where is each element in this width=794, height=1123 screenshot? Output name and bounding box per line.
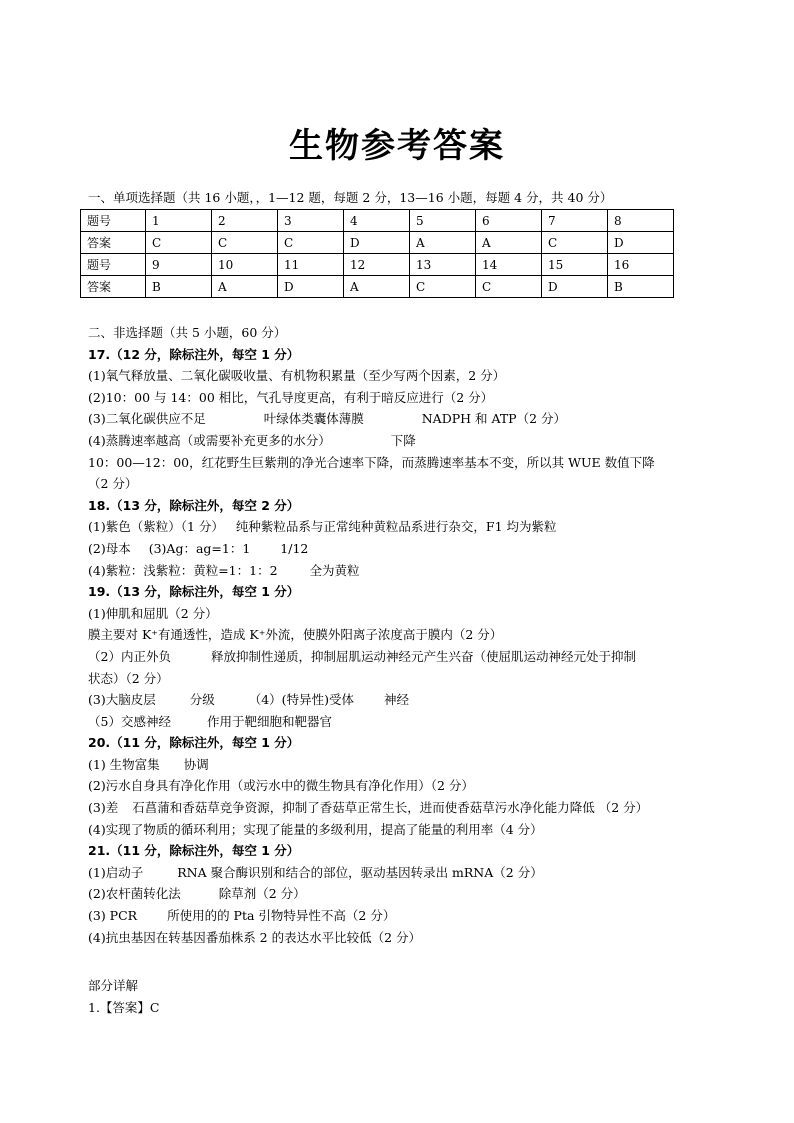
answer-table-cell: 6 <box>476 210 542 232</box>
q19-line1: (1)伸肌和屈肌（2 分） <box>88 605 218 621</box>
q17-line1: (1)氧气释放量、二氧化碳吸收量、有机物积累量（至少写两个因素，2 分） <box>88 368 506 384</box>
q21-line2 <box>88 883 728 905</box>
q21-l1-part-a: (1)启动子 <box>88 864 144 880</box>
q18-line3 <box>88 560 728 582</box>
answer-table-cell: B <box>608 276 674 298</box>
answer-table-cell: A <box>344 276 410 298</box>
q17-line6: （2 分） <box>88 476 138 492</box>
answer-table-cell: 1 <box>146 210 212 232</box>
answer-table-row <box>81 232 674 254</box>
q18-l2-part-c: 1/12 <box>280 540 309 556</box>
answer-table-row-label: 题号 <box>81 254 146 276</box>
q21-line4: (4)抗虫基因在转基因番茄株系 2 的表达水平比较低（2 分） <box>88 929 422 945</box>
answer-table-cell: C <box>146 232 212 254</box>
q20-l3-part-b: 石菖蒲和香菇草竞争资源，抑制了香菇草正常生长，进而使香菇草污水净化能力降低 （2 分） <box>132 800 649 816</box>
q21-line3 <box>88 905 728 927</box>
q19-line2: 膜主要对 K⁺有通透性，造成 K⁺外流，使膜外阳离子浓度高于膜内（2 分） <box>88 627 503 643</box>
answer-table-cell: 11 <box>278 254 344 276</box>
q19-l5-part-b: 分级 <box>189 692 215 708</box>
q21-l2-part-b: 除草剂（2 分） <box>218 886 306 902</box>
answer-table-cell: D <box>344 232 410 254</box>
answer-table-cell: A <box>476 232 542 254</box>
q17-l4-part-b: 下降 <box>390 432 416 448</box>
q20-heading: 20.（11 分，除标注外，每空 1 分） <box>88 735 300 751</box>
q19-l3-part-b: 释放抑制性递质，抑制屈肌运动神经元产生兴奋（使屈肌运动神经元处于抑制 <box>210 648 636 664</box>
q21-heading: 21.（11 分，除标注外，每空 1 分） <box>88 843 300 859</box>
answer-table-cell: C <box>212 232 278 254</box>
q17-line4 <box>88 430 728 452</box>
q20-l1-part-a: (1) 生物富集 <box>88 756 160 772</box>
q18-line1 <box>88 516 728 538</box>
q18-l3-part-a: (4)紫粒：浅紫粒：黄粒=1：1：2 <box>88 562 278 578</box>
answer-table-cell: 2 <box>212 210 278 232</box>
section1-heading: 一、单项选择题（共 16 小题，，1—12 题，每题 2 分，13—16 小题，每题 4 分，共 40 分） <box>88 190 613 205</box>
answer-table-cell: C <box>476 276 542 298</box>
answer-table-row-label: 题号 <box>81 210 146 232</box>
q21-l1-part-b: RNA 聚合酶识别和结合的部位，驱动基因转录出 mRNA（2 分） <box>177 864 543 880</box>
answer-table-cell: 12 <box>344 254 410 276</box>
q19-heading: 19.（13 分，除标注外，每空 1 分） <box>88 584 300 600</box>
detailed-explanations <box>88 975 728 1018</box>
q17-line3 <box>88 408 728 430</box>
answer-table-row-label: 答案 <box>81 232 146 254</box>
answer-table-cell: 14 <box>476 254 542 276</box>
q18-l1-part-a: (1)紫色（紫粒）（1 分） <box>88 519 224 535</box>
q21-l3-part-a: (3) PCR <box>88 908 138 924</box>
q21-l3-part-b: 所使用的的 Pta 引物特异性不高（2 分） <box>167 908 396 924</box>
answer-table-cell: D <box>608 232 674 254</box>
q19-line4: 状态）（2 分） <box>88 670 169 686</box>
q20-l3-part-a: (3)差 <box>88 800 119 816</box>
section2-heading: 二、非选择题（共 5 小题，60 分） <box>88 325 287 340</box>
q20-l1-part-b: 协调 <box>183 756 209 772</box>
detail-label: 部分详解 <box>88 978 139 993</box>
q20-line3 <box>88 797 728 819</box>
q21-line1 <box>88 862 728 884</box>
answer-table-cell: 3 <box>278 210 344 232</box>
answer-table-cell: 16 <box>608 254 674 276</box>
q19-l6-part-b: 作用于靶细胞和靶器官 <box>206 713 332 729</box>
answer-table-row <box>81 276 674 298</box>
q20-line4: (4)实现了物质的循环利用；实现了能量的多级利用，提高了能量的利用率（4 分） <box>88 821 543 837</box>
answer-table-cell: 15 <box>542 254 608 276</box>
q17-line2: (2)10：00 与 14：00 相比，气孔导度更高，有利于暗反应进行（2 分） <box>88 389 494 405</box>
q20-line1 <box>88 754 728 776</box>
answer-table-cell: 13 <box>410 254 476 276</box>
q19-line6 <box>88 711 728 733</box>
q19-l5-part-d: 神经 <box>383 692 409 708</box>
answer-table-cell: B <box>146 276 212 298</box>
q17-heading: 17.（12 分，除标注外，每空 1 分） <box>88 346 300 362</box>
answer-table <box>80 209 674 298</box>
answer-table-cell: D <box>278 276 344 298</box>
q17-l4-part-a: (4)蒸腾速率越高（或需要补充更多的水分） <box>88 432 331 448</box>
answer-table-cell: 5 <box>410 210 476 232</box>
q19-l5-part-c: （4）(特异性)受体 <box>248 692 354 708</box>
q18-l3-part-b: 全为黄粒 <box>309 562 360 578</box>
q18-line2 <box>88 538 728 560</box>
q18-l2-part-a: (2)母本 <box>88 540 131 556</box>
q17-l3-part-b: 叶绿体类囊体薄膜 <box>263 411 364 427</box>
answer-table-cell: 10 <box>212 254 278 276</box>
answer-table-row-label: 答案 <box>81 276 146 298</box>
section2 <box>88 322 728 948</box>
answer-table-cell: C <box>278 232 344 254</box>
answer-table-cell: 7 <box>542 210 608 232</box>
q17-line5: 10：00—12：00，红花野生巨紫荆的净光合速率下降，而蒸腾速率基本不变，所以其 WUE 数值下降 <box>88 454 655 470</box>
q18-l1-part-b: 纯种紫粒品系与正常纯种黄粒品系进行杂交，F1 均为紫粒 <box>235 519 557 535</box>
q19-l6-part-a: （5）交感神经 <box>88 713 171 729</box>
answer-table-cell: 9 <box>146 254 212 276</box>
answer-table-cell: C <box>410 276 476 298</box>
answer-table-row <box>81 210 674 232</box>
q20-line2: (2)污水自身具有净化作用（或污水中的微生物具有净化作用）（2 分） <box>88 778 474 794</box>
q21-l2-part-a: (2)农杆菌转化法 <box>88 886 181 902</box>
q19-l3-part-a: （2）内正外负 <box>88 648 171 664</box>
q18-heading: 18.（13 分，除标注外，每空 2 分） <box>88 497 300 513</box>
q18-l2-part-b: (3)Ag：ag=1：1 <box>148 540 251 556</box>
q19-line3 <box>88 646 728 668</box>
q17-l3-part-a: (3)二氧化碳供应不足 <box>88 411 206 427</box>
answer-table-row <box>81 254 674 276</box>
q17-l3-part-c: NADPH 和 ATP（2 分） <box>421 411 566 427</box>
answer-table-cell: A <box>410 232 476 254</box>
answer-table-cell: 4 <box>344 210 410 232</box>
answer-table-cell: C <box>542 232 608 254</box>
q19-l5-part-a: (3)大脑皮层 <box>88 692 156 708</box>
answer-table-cell: A <box>212 276 278 298</box>
answer-table-cell: 8 <box>608 210 674 232</box>
answer-table-cell: D <box>542 276 608 298</box>
q19-line5 <box>88 689 728 711</box>
page-title: 生物参考答案 <box>289 126 505 166</box>
detail-item-1: 1.【答案】C <box>88 999 160 1015</box>
